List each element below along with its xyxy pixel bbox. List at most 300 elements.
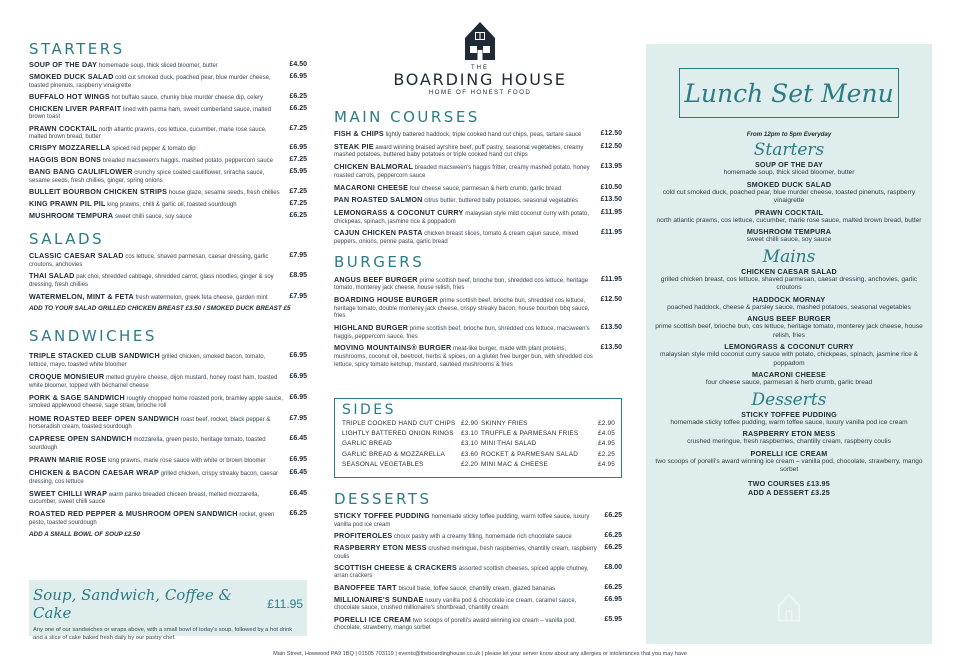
menu-item [334, 344, 622, 369]
menu-item-description: prime scottish beef, brioche bun, shredded cos lettuce, macsween's haggis, peppercorn sauce, fries [334, 326, 590, 340]
starters-list [29, 61, 307, 222]
menu-item-price: £7.95 [289, 251, 307, 259]
side-item [342, 429, 478, 439]
mains-list [334, 130, 622, 247]
menu-item-name: BUFFALO HOT WINGS [29, 91, 110, 101]
lunch-item [654, 227, 924, 245]
side-item-name: TRIPLE COOKED HAND CUT CHIPS [342, 420, 456, 427]
menu-item-price: £6.95 [289, 144, 307, 152]
menu-item [334, 532, 622, 542]
menu-item-description: grilled chicken, smoked bacon, tomato, lettuce, mayo, toasted white bloomer [29, 354, 266, 369]
menu-item-name: CROQUE MONSIEUR [29, 372, 105, 382]
menu-item-price: £6.95 [289, 73, 307, 81]
menu-item-name: CHICKEN LIVER PARFAIT [29, 103, 122, 113]
menu-item-desc [334, 324, 601, 341]
menu-item-desc [334, 564, 604, 581]
menu-item-desc [334, 229, 601, 246]
side-item-name: LIGHTLY BATTERED ONION RINGS [342, 430, 454, 438]
menu-item [29, 61, 307, 71]
menu-item [334, 130, 622, 140]
menu-item-name: FISH & CHIPS [334, 129, 384, 138]
lunch-offer-dessert: ADD A DESSERT £3.25 [748, 487, 830, 497]
side-item [481, 439, 615, 449]
side-item-name: ROCKET & PARMESAN SALAD [481, 450, 579, 458]
menu-item-price: £6.45 [289, 435, 307, 443]
menu-item-price: £11.95 [600, 275, 622, 283]
menu-item [29, 435, 307, 452]
menu-item-price: £8.00 [604, 563, 622, 571]
sandwiches-heading: SANDWICHES [29, 327, 157, 346]
menu-item [29, 415, 307, 432]
menu-item-price: £12.50 [600, 142, 622, 150]
menu-item-price: £7.25 [289, 188, 307, 196]
side-item-price: £3.10 [461, 430, 478, 438]
menu-item-name: LEMONGRASS & COCONUT CURRY [334, 208, 464, 218]
menu-item-description: hot buffalo sauce, chunky blue murder cheese dip, celery [111, 94, 264, 101]
menu-item-desc [29, 510, 289, 527]
lunch-item-name: MACARONI CHEESE [751, 370, 827, 379]
side-item-name: TRUFFLE & PARMESAN FRIES [481, 430, 579, 438]
side-item-price: £2.90 [598, 420, 615, 427]
menu-item-desc [334, 584, 604, 594]
menu-item-price: £6.45 [289, 489, 307, 497]
menu-item-price: £6.95 [289, 373, 307, 381]
menu-item-name: RASPBERRY ETON MESS [334, 542, 427, 552]
menu-item-desc [29, 73, 289, 90]
menu-item [29, 144, 307, 154]
lunch-desserts-list [654, 410, 924, 475]
menu-item-description: crunchy spice coated cauliflower, sriracha sauce, sesame seeds, fresh chillies, ginger, spring onions [29, 170, 265, 185]
promo-box [29, 580, 307, 641]
menu-item-name: THAI SALAD [29, 271, 75, 281]
lunch-item-desc: cold cut smoked duck, poached pear, blue murder cheese, toasted pinenuts, raspberry vinaigrette [662, 188, 916, 204]
menu-item-price: £13.95 [600, 163, 622, 171]
menu-item-price: £13.50 [600, 344, 622, 352]
desserts-column [334, 490, 622, 635]
menu-item-desc [334, 616, 604, 633]
menu-item-name: BULLEIT BOURBON CHICKEN STRIPS [29, 187, 168, 197]
menu-item-desc [29, 469, 289, 486]
menu-item [334, 163, 622, 180]
menu-item-description: north atlantic prawns, cos lettuce, cucumber, marie rose sauce, malted brown bread, butter [29, 126, 267, 141]
menu-item-description: pak choi, shredded cabbage, shredded carrot, glass noodles, ginger & soy dressing, fresh chillies [29, 274, 274, 288]
lunch-item-desc: crushed meringue, fresh raspberries, chantilly cream, raspberry coulis [687, 438, 891, 445]
menu-item-desc [29, 293, 289, 303]
menu-item [29, 73, 307, 90]
menu-item-name: CLASSIC CAESAR SALAD [29, 250, 124, 260]
lunch-item [654, 295, 924, 313]
lunch-item [654, 208, 924, 226]
lunch-item-desc: malaysian style mild coconut curry sauce with potato, chickpeas, spinach, jasmine rice & poppadom [659, 351, 918, 367]
side-item [342, 460, 478, 470]
menu-item-price: £4.50 [289, 61, 307, 68]
side-item [481, 460, 615, 470]
menu-item-price: £11.95 [600, 229, 622, 237]
side-item-name: SKINNY FRIES [481, 420, 528, 427]
brand-the: THE [471, 65, 489, 71]
lunch-content [654, 131, 924, 497]
side-item-name: SEASONAL VEGETABLES [342, 460, 424, 468]
mains-heading: MAIN COURSES [334, 108, 480, 126]
menu-item-description: lined with parma ham, sweet cumberland sauce, malted brown toast [29, 106, 272, 121]
menu-item-description: assorted scottish cheeses, spiced apple chutney, arran crackers [334, 565, 589, 580]
menu-item [29, 394, 307, 411]
menu-item [334, 196, 622, 206]
lunch-item [654, 160, 924, 178]
side-item-price: £2.25 [598, 450, 615, 458]
lunch-item-name: HADDOCK MORNAY [752, 294, 826, 304]
menu-item-price: £6.45 [289, 468, 307, 476]
lunch-item-name: RASPBERRY ETON MESS [742, 429, 836, 438]
lunch-item [654, 342, 924, 368]
menu-item-description: warm panko breaded chicken breast, melted mozzarella, cucumber, sweet chilli sauce [29, 491, 260, 506]
menu-item-price: £12.50 [600, 130, 622, 137]
menu-item-name: ROASTED RED PEPPER & MUSHROOM OPEN SANDWICH [29, 509, 238, 519]
menu-item [334, 324, 622, 341]
menu-item-name: MILLIONAIRE'S SUNDAE [334, 594, 424, 604]
lunch-item-name: STICKY TOFFEE PUDDING [741, 409, 837, 419]
menu-item-desc [334, 344, 601, 369]
menu-item-name: STICKY TOFFEE PUDDING [334, 511, 430, 520]
side-item [342, 450, 478, 460]
lunch-item [654, 410, 924, 428]
sandwiches-note: ADD A SMALL BOWL OF SOUP £2.50 [29, 531, 141, 539]
menu-item-name: SWEET CHILLI WRAP [29, 488, 108, 498]
menu-item-description: homemade sticky toffee pudding, warm toffee sauce, luxury vanilla pod ice cream [334, 514, 590, 528]
menu-item [29, 490, 307, 507]
menu-item-name: STEAK PIE [334, 141, 374, 151]
menu-item-price: £6.95 [604, 595, 622, 603]
menu-item-desc [29, 490, 289, 507]
menu-item-description: melted gruyère cheese, dijon mustard, honey roast ham, toasted white bloomer, topped with béchamel cheese [29, 375, 278, 389]
menu-item-price: £6.25 [604, 531, 622, 539]
menu-item-name: PRAWN COCKTAIL [29, 123, 98, 133]
menu-item-desc [29, 125, 289, 142]
lunch-item-name: LEMONGRASS & COCONUT CURRY [724, 342, 854, 351]
lunch-item-name: MUSHROOM TEMPURA [746, 227, 832, 236]
menu-item [29, 93, 307, 103]
menu-item-price: £6.25 [289, 510, 307, 518]
salads-note: ADD TO YOUR SALAD GRILLED CHICKEN BREAST £3.50 / SMOKED DUCK BREAST £5 [29, 305, 291, 313]
menu-item-desc [29, 200, 289, 210]
menu-item-name: WATERMELON, MINT & FETA [29, 291, 134, 301]
menu-item [29, 510, 307, 527]
side-item-name: MINI MAC & CHEESE [481, 460, 548, 468]
menu-item-name: KING PRAWN PIL PIL [29, 199, 106, 209]
lunch-panel [646, 44, 932, 644]
menu-item-desc [334, 209, 601, 226]
menu-item-description: spiced red pepper & tomato dip [112, 146, 196, 153]
menu-item-desc [334, 130, 601, 140]
menu-item-price: £6.95 [289, 455, 307, 463]
menu-item-description: meat-like burger, made with plant proteins, mushrooms, coconut oil, beetroot, herbs & spices, on a gluten free burger bun, with shredded cos lettuce, spicy tomato ketchup, mustard, sautéed mushrooms & fries [334, 346, 593, 368]
menu-item-name: SCOTTISH CHEESE & CRACKERS [334, 562, 458, 572]
menu-item-desc [29, 352, 289, 369]
menu-item-description: sweet chilli sauce, soy sauce [114, 214, 192, 221]
menu-item-desc [29, 61, 289, 71]
menu-item-name: CHICKEN BALMORAL [334, 162, 414, 172]
menu-item-description: mozzarella, green pesto, heritage tomato, toasted sourdough [29, 437, 266, 451]
menu-item [334, 512, 622, 529]
menu-item-desc [29, 394, 289, 411]
sides-box [334, 398, 622, 478]
menu-item [29, 373, 307, 390]
menu-item [334, 276, 622, 293]
lunch-times: From 12pm to 5pm Everyday [746, 131, 832, 138]
lunch-starters-heading: Starters [753, 140, 825, 160]
lunch-item-desc: north atlantic prawns, cos lettuce, cucumber, marie rose sauce, malted brown bread, butter [656, 216, 922, 224]
menu-item-description: chicken breast slices, tomato & cream cajun sauce, mixed peppers, onions, penne pasta, garlic bread [334, 231, 579, 246]
lunch-offer-two-courses: TWO COURSES £13.95 [748, 478, 830, 488]
menu-item [29, 168, 307, 185]
menu-item-price: £10.50 [600, 183, 622, 191]
side-item-name: GARLIC BREAD [342, 440, 392, 448]
menu-item-price: £7.95 [289, 292, 307, 300]
menu-item-name: PAN ROASTED SALMON [334, 195, 423, 205]
footer: Main Street, Howwood PA9 1BQ | 01505 703119 | events@theboardinghouse.co.uk | please let your server know about any allergies or intolerances that you may have [273, 651, 687, 657]
menu-item-desc [29, 93, 289, 103]
promo-desc: Any one of our sandwiches or wraps above, with a small bowl of today's soup, followed by a hot drink and a slice of cake baked fresh daily by our pastry chef. [33, 627, 293, 641]
menu-item [334, 229, 622, 246]
menu-item-desc [334, 163, 601, 180]
lunch-mains-list [654, 267, 924, 388]
menu-item-desc [334, 276, 601, 293]
menu-item-desc [29, 168, 289, 185]
menu-item-price: £7.95 [289, 414, 307, 422]
menu-item-desc [29, 373, 289, 390]
menu-item [29, 469, 307, 486]
menu-item [29, 105, 307, 122]
menu-item [29, 456, 307, 466]
lunch-item-desc: grilled chicken breast, cos lettuce, shaved parmesan, caesar dressing, anchovies, garlic croutons [660, 275, 918, 291]
lunch-title-frame [679, 68, 899, 118]
menu-item [334, 564, 622, 581]
lunch-item-desc: two scoops of porelli's award winning ice cream – vanilla pod, chocolate, strawberry, mango sorbet [655, 457, 923, 473]
menu-item-desc [334, 512, 604, 529]
menu-item-name: HIGHLAND BURGER [334, 323, 409, 332]
menu-item [29, 212, 307, 222]
menu-item-description: award winning braised ayrshire beef, puff pastry, seasonal vegetables, creamy mashed potatoes, buttered baby potatoes or triple cooked hand cut chips [334, 144, 584, 159]
menu-item-price: £12.50 [600, 296, 622, 304]
sides-heading: SIDES [342, 402, 397, 418]
lunch-item-desc: homemade soup, thick sliced bloomer, butter [723, 169, 855, 176]
side-item-price: £4.05 [598, 430, 615, 438]
side-item-price: £2.20 [461, 460, 478, 468]
menu-item-name: BANOFFEE TART [334, 582, 397, 592]
menu-item [29, 200, 307, 210]
menu-item [334, 184, 622, 194]
menu-item-name: PROFITEROLES [334, 530, 393, 540]
menu-item-name: MACARONI CHEESE [334, 182, 409, 192]
menu-item-description: prime scottish beef, brioche bun, shredded cos lettuce, heritage tomato, monterey jack cheese, house relish, fries [334, 277, 589, 292]
menu-item-description: grilled chicken, crispy streaky bacon, caesar dressing, cos lettuce [29, 470, 279, 485]
side-item-price: £4.95 [598, 440, 615, 448]
lunch-item-desc: homemade sticky toffee pudding, warm toffee sauce, luxury vanilla pod ice cream [670, 418, 908, 426]
side-item [342, 419, 478, 429]
lunch-title: Lunch Set Menu [684, 78, 894, 108]
menu-item-desc [29, 272, 289, 289]
house-logo-icon [462, 18, 498, 62]
menu-item-desc [334, 596, 604, 613]
side-item [481, 450, 615, 460]
side-item-price: £4.95 [598, 460, 615, 468]
menu-item-name: CHICKEN & BACON CAESAR WRAP [29, 467, 159, 477]
menu-item-name: HOME ROASTED BEEF OPEN SANDWICH [29, 413, 179, 423]
menu-item-name: SOUP OF THE DAY [29, 60, 98, 69]
menu-item-price: £11.95 [600, 209, 622, 217]
menu-item-price: £13.50 [600, 324, 622, 331]
side-item-name: MINI THAI SALAD [481, 440, 537, 448]
menu-item-description: prime scottish beef, brioche bun, shredded cos lettuce, heritage tomato, double monterey jack cheese, crispy streaky bacon, house bourbon bbq sauce, fries [334, 298, 590, 320]
menu-item [29, 272, 307, 289]
lunch-item [654, 449, 924, 475]
lunch-item-name: CHICKEN CAESAR SALAD [741, 266, 837, 276]
menu-item [334, 209, 622, 226]
menu-item-description: cold cut smoked duck, poached pear, blue murder cheese, toasted pinenuts, raspberry vinaigrette [29, 75, 271, 89]
menu-item [334, 616, 622, 633]
menu-item-name: SMOKED DUCK SALAD [29, 72, 114, 82]
menu-item-desc [29, 188, 289, 198]
menu-item-price: £13.50 [600, 196, 622, 204]
menu-item-name: PORELLI ICE CREAM [334, 614, 411, 624]
side-item [481, 419, 615, 429]
menu-item-description: four cheese sauce, parmesan & herb crumb, garlic bread [409, 185, 562, 192]
menu-item-name: CAJUN CHICKEN PASTA [334, 228, 423, 238]
menu-item-name: HAGGIS BON BONS [29, 155, 102, 165]
menu-item [29, 293, 307, 303]
salads-list [29, 252, 307, 302]
sides-right-list [481, 419, 615, 470]
menu-item-name: MUSHROOM TEMPURA [29, 211, 114, 221]
lunch-item [654, 370, 924, 388]
menu-item-desc [29, 144, 289, 154]
burgers-list [334, 276, 622, 370]
sandwiches-list [29, 352, 307, 527]
lunch-item-name: ANGUS BEEF BURGER [747, 314, 831, 323]
menu-item-desc [334, 532, 604, 542]
menu-item-name: TRIPLE STACKED CLUB SANDWICH [29, 351, 160, 361]
menu-item-description: choux pastry with a creamy filling, homemade rich chocolate sauce [393, 533, 572, 540]
starters-heading: STARTERS [29, 40, 125, 58]
lunch-item-desc: poached haddock, cheese & parsley sauce, mashed potatoes, seasonal vegetables [667, 303, 911, 311]
lunch-item-name: SOUP OF THE DAY [754, 160, 824, 169]
menu-item-desc [334, 196, 601, 206]
lunch-desserts-heading: Desserts [751, 389, 827, 410]
lunch-item-name: PORELLI ICE CREAM [750, 448, 828, 458]
menu-item-price: £7.25 [289, 200, 307, 208]
menu-item-name: BOARDING HOUSE BURGER [334, 295, 439, 305]
menu-item-description: fresh watermelon, greek feta cheese, garden mint [135, 294, 268, 301]
menu-item-description: citrus butter, buttered baby potatoes, seasonal vegetables [424, 198, 578, 205]
menu-item-desc [29, 252, 289, 269]
menu-item-price: £6.95 [289, 393, 307, 401]
lunch-item-desc: four cheese sauce, parmesan & herb crumb, garlic bread [705, 379, 873, 386]
menu-item-price: £6.25 [289, 92, 307, 100]
menu-item-desc [334, 143, 601, 160]
menu-item-description: cos lettuce, shaved parmesan, caesar dressing, garlic croutons, anchovies [29, 253, 269, 268]
menu-item-price: £6.25 [604, 583, 622, 591]
side-item-price: £3.10 [461, 440, 478, 448]
house-watermark-icon [776, 592, 802, 622]
lunch-item [654, 267, 924, 293]
menu-item-price: £7.25 [289, 124, 307, 132]
side-item-price: £3.60 [461, 450, 478, 458]
menu-item-price: £6.25 [604, 512, 622, 519]
menu-item-description: two scoops of porelli's award winning ice cream – vanilla pod, chocolate, strawberry, mango sorbet [334, 617, 576, 632]
lunch-item-name: PRAWN COCKTAIL [754, 207, 824, 217]
burgers-heading: BURGERS [334, 252, 425, 271]
menu-item-price: £6.25 [289, 104, 307, 112]
lunch-item-desc: prime scottish beef, brioche bun, cos lettuce, heritage tomato, monterey jack cheese, house relish, fries [655, 323, 923, 339]
side-item [481, 429, 615, 439]
menu-item-desc [334, 544, 604, 561]
side-item-name: GARLIC BREAD & MOZZARELLA [342, 450, 446, 458]
menu-item-description: breaded macsween's haggis, mashed potato, peppercorn sauce [102, 158, 274, 165]
sides-left-list [342, 419, 478, 470]
menu-item [29, 188, 307, 198]
left-column [29, 0, 307, 538]
menu-item-description: homemade soup, thick sliced bloomer, butter [98, 63, 218, 69]
menu-item-description: king prawns, marie rose sauce with white or brown bloomer [108, 457, 266, 464]
menu-item-name: PORK & SAGE SANDWICH [29, 392, 125, 402]
menu-item-description: biscuit base, toffee sauce, chantilly cream, glazed bananas [398, 585, 556, 592]
menu-item-price: £6.95 [289, 352, 307, 360]
menu-item [29, 125, 307, 142]
lunch-starters-list [654, 160, 924, 245]
menu-item [334, 296, 622, 321]
menu-item-price: £5.95 [289, 168, 307, 176]
menu-item [334, 596, 622, 613]
menu-item-price: £5.95 [604, 615, 622, 623]
menu-item-description: crushed meringue, fresh raspberries, chantilly cream, raspberry coulis [334, 545, 597, 560]
lunch-item [654, 180, 924, 206]
menu-item [334, 544, 622, 561]
desserts-list [334, 512, 622, 633]
side-item [342, 439, 478, 449]
menu-item-description: lightly battered haddock, triple cooked hand cut chips, peas, tartare sauce [385, 132, 582, 138]
desserts-heading: DESSERTS [334, 490, 432, 508]
lunch-item-name: SMOKED DUCK SALAD [746, 179, 832, 189]
menu-item-price: £6.25 [289, 212, 307, 220]
promo-title: Soup, Sandwich, Coffee & Cake [33, 586, 232, 622]
brand-tagline: HOME OF HONEST FOOD [428, 89, 532, 96]
menu-item-desc [29, 456, 289, 466]
menu-item-desc [29, 156, 289, 166]
brand-block [334, 18, 626, 96]
brand-name: BOARDING HOUSE [393, 70, 567, 89]
menu-item-name: ANGUS BEEF BURGER [334, 274, 418, 284]
menu-item-price: £8.95 [289, 272, 307, 280]
menu-item-desc [334, 296, 601, 321]
menu-item-desc [29, 415, 289, 432]
menu-item-description: house glaze, sesame seeds, fresh chillies [168, 190, 280, 197]
menu-item [334, 143, 622, 160]
middle-column [334, 108, 622, 372]
menu-item-price: £6.25 [604, 543, 622, 551]
menu-item-name: CAPRESE OPEN SANDWICH [29, 434, 132, 444]
menu-item-description: breaded macsween's haggis fritter, creamy mashed potato, honey roasted carrots, peppercorn sauce [334, 165, 590, 179]
lunch-mains-heading: Mains [762, 246, 816, 267]
lunch-item-desc: sweet chilli sauce, soy sauce [746, 236, 832, 243]
menu-item [29, 352, 307, 369]
menu-item-description: king prawns, chilli & garlic oil, toasted sourdough [107, 202, 237, 209]
salads-heading: SALADS [29, 229, 105, 248]
menu-item-name: CRISPY MOZZARELLA [29, 143, 111, 153]
menu-item-name: PRAWN MARIE ROSE [29, 454, 107, 464]
side-item-price: £2.90 [461, 420, 478, 427]
menu-item-desc [334, 184, 601, 194]
menu-item-description: malaysian style mild coconut curry with potato, chickpeas, spinach, jasmine rice & poppadom [334, 211, 589, 225]
